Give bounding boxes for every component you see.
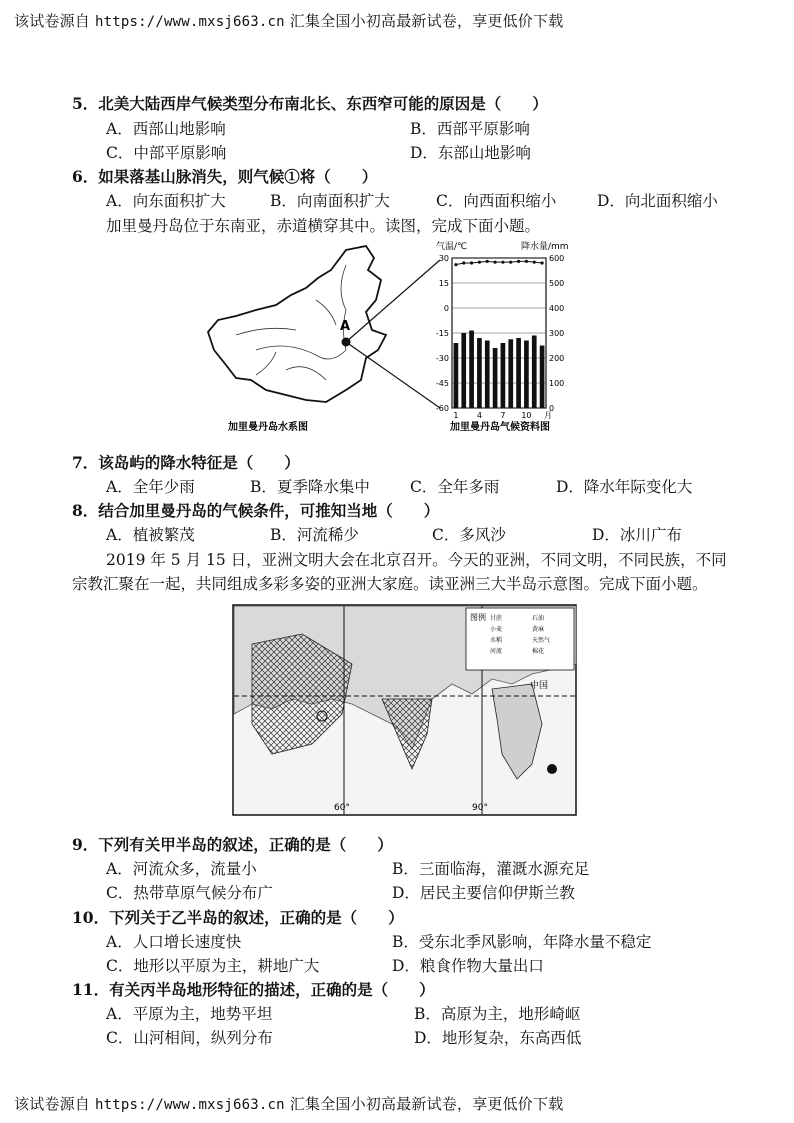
borneo-figure	[196, 240, 581, 440]
precip-bar	[501, 343, 506, 408]
precip-bar	[454, 343, 459, 408]
q9-option-b: B．三面临海，灌溉水源充足	[392, 860, 590, 878]
q5-option-a: A．西部山地影响	[106, 120, 226, 138]
left-tick-label: 0	[443, 304, 449, 313]
left-tick-label: -30	[435, 354, 449, 363]
q10-option-d: D．粮食作物大量出口	[392, 957, 544, 975]
q11-option-a: A．平原为主，地势平坦	[106, 1005, 273, 1023]
q6-stem: 6．如果落基山脉消失，则气候①将（ ）	[72, 167, 378, 186]
q11-option-b: B．高原为主，地形崎岖	[414, 1005, 581, 1023]
q7-option-c: C．全年多雨	[410, 478, 500, 496]
q10-option-b: B．受东北季风影响，年降水量不稳定	[392, 933, 652, 951]
borneo-map	[208, 246, 440, 433]
right-tick-label: 0	[549, 404, 555, 413]
q5-stem: 5．北美大陆西岸气候类型分布南北长、东西窄可能的原因是（ ）	[72, 94, 548, 113]
page-footer	[14, 1093, 563, 1114]
q6-option-d: D．向北面积缩小	[597, 192, 718, 210]
q5-option-c: C．中部平原影响	[106, 144, 227, 162]
chart-ylabel-left: 气温/℃	[436, 242, 468, 252]
left-tick-label: -60	[435, 404, 449, 413]
q9-option-c: C．热带草原气候分布广	[106, 884, 273, 902]
left-tick-label: -15	[435, 329, 449, 338]
footer-link[interactable]: https://www.mxsj663.cn	[94, 1097, 285, 1113]
legend-title: 图例	[470, 613, 486, 622]
right-tick-label: 100	[549, 379, 565, 388]
climate-chart	[436, 240, 569, 433]
q7-option-d: D．降水年际变化大	[556, 478, 693, 496]
legend-7: 棉花	[532, 648, 545, 655]
point-a-label: A	[340, 319, 351, 334]
q10-option-a: A．人口增长速度快	[106, 933, 242, 951]
q10-stem: 10．下列关于乙半岛的叙述，正确的是（ ）	[72, 908, 404, 927]
q8-option-c: C．多风沙	[432, 526, 506, 544]
legend-0: 甘蔗	[490, 615, 503, 622]
intro-borneo: 加里曼丹岛位于东南亚，赤道横穿其中。读图，完成下面小题。	[106, 217, 541, 235]
precip-bar	[485, 341, 490, 409]
right-tick-label: 200	[549, 354, 565, 363]
precip-bar	[493, 348, 498, 408]
asia-peninsulas-map	[232, 604, 577, 816]
q10-option-c: C．地形以平原为主，耕地广大	[106, 957, 320, 975]
peninsula-mark-2	[547, 764, 557, 774]
footer-text: 该试卷源自	[14, 1095, 91, 1113]
x-tick-label: 1	[453, 411, 459, 420]
left-tick-label: 30	[438, 254, 449, 263]
x-tick-label: 10	[521, 411, 532, 420]
q9-option-a: A．河流众多，流量小	[106, 860, 257, 878]
chart-caption: 加里曼丹岛气候资料图	[450, 422, 550, 433]
header-link[interactable]: https://www.mxsj663.cn	[94, 14, 285, 30]
q11-stem: 11．有关丙半岛地形特征的描述，正确的是（ ）	[72, 980, 435, 999]
footer-suffix: 汇集全国小初高最新试卷，享更低价下载	[289, 1095, 564, 1113]
precip-bar	[469, 331, 474, 409]
q6-option-a: A．向东面积扩大	[106, 192, 226, 210]
left-tick-label: 15	[438, 279, 449, 288]
q9-stem: 9．下列有关甲半岛的叙述，正确的是（ ）	[72, 835, 393, 854]
page-header	[14, 10, 563, 31]
x-tick-label: 7	[500, 411, 506, 420]
lon-90: 90°	[472, 803, 488, 813]
precip-bar	[540, 346, 545, 409]
precip-bar	[532, 336, 537, 409]
header-suffix: 汇集全国小初高最新试卷，享更低价下载	[289, 12, 564, 30]
precip-bar	[524, 341, 529, 409]
q7-option-a: A．全年少雨	[106, 478, 195, 496]
legend-2: 小麦	[490, 626, 503, 633]
label-china: 中国	[530, 681, 549, 691]
lon-60: 60°	[334, 803, 350, 813]
legend-5: 天然气	[532, 637, 551, 644]
header-text: 该试卷源自	[14, 12, 91, 30]
legend-1: 石油	[532, 615, 545, 622]
q11-option-c: C．山河相间，纵列分布	[106, 1029, 273, 1047]
q8-option-a: A．植被繁茂	[106, 526, 195, 544]
legend-3: 黄麻	[532, 626, 545, 633]
q9-option-d: D．居民主要信仰伊斯兰教	[392, 884, 575, 902]
right-tick-label: 600	[549, 254, 565, 263]
right-tick-label: 400	[549, 304, 565, 313]
left-tick-label: -45	[435, 379, 449, 388]
q8-stem: 8．结合加里曼丹岛的气候条件，可推知当地（ ）	[72, 501, 440, 520]
precip-bar	[461, 333, 466, 408]
map1-caption: 加里曼丹岛水系图	[228, 422, 308, 433]
precip-bar	[508, 339, 513, 408]
legend-6: 河流	[490, 648, 503, 655]
precip-bar	[516, 338, 521, 408]
right-tick-label: 500	[549, 279, 565, 288]
q5-option-b: B．西部平原影响	[410, 120, 530, 138]
chart-ylabel-right: 降水量/mm	[521, 242, 569, 252]
right-tick-label: 300	[549, 329, 565, 338]
q5-option-d: D．东部山地影响	[410, 144, 531, 162]
intro-asia-line1: 2019 年 5 月 15 日，亚洲文明大会在北京召开。今天的亚洲，不同文明，不同民族，不同	[106, 551, 727, 569]
q8-option-b: B．河流稀少	[270, 526, 359, 544]
q8-option-d: D．冰川广布	[592, 526, 682, 544]
x-unit: 月	[544, 411, 552, 420]
legend-4: 水稻	[490, 637, 503, 644]
q7-option-b: B．夏季降水集中	[250, 478, 370, 496]
x-tick-label: 4	[476, 411, 482, 420]
temp-line	[456, 261, 542, 264]
q7-stem: 7．该岛屿的降水特征是（ ）	[72, 453, 300, 472]
q6-option-b: B．向南面积扩大	[270, 192, 390, 210]
intro-asia-line2: 宗教汇聚在一起，共同组成多彩多姿的亚洲大家庭。读亚洲三大半岛示意图。完成下面小题。	[72, 575, 708, 593]
precip-bar	[477, 338, 482, 408]
q11-option-d: D．地形复杂，东高西低	[414, 1029, 582, 1047]
q6-option-c: C．向西面积缩小	[436, 192, 557, 210]
